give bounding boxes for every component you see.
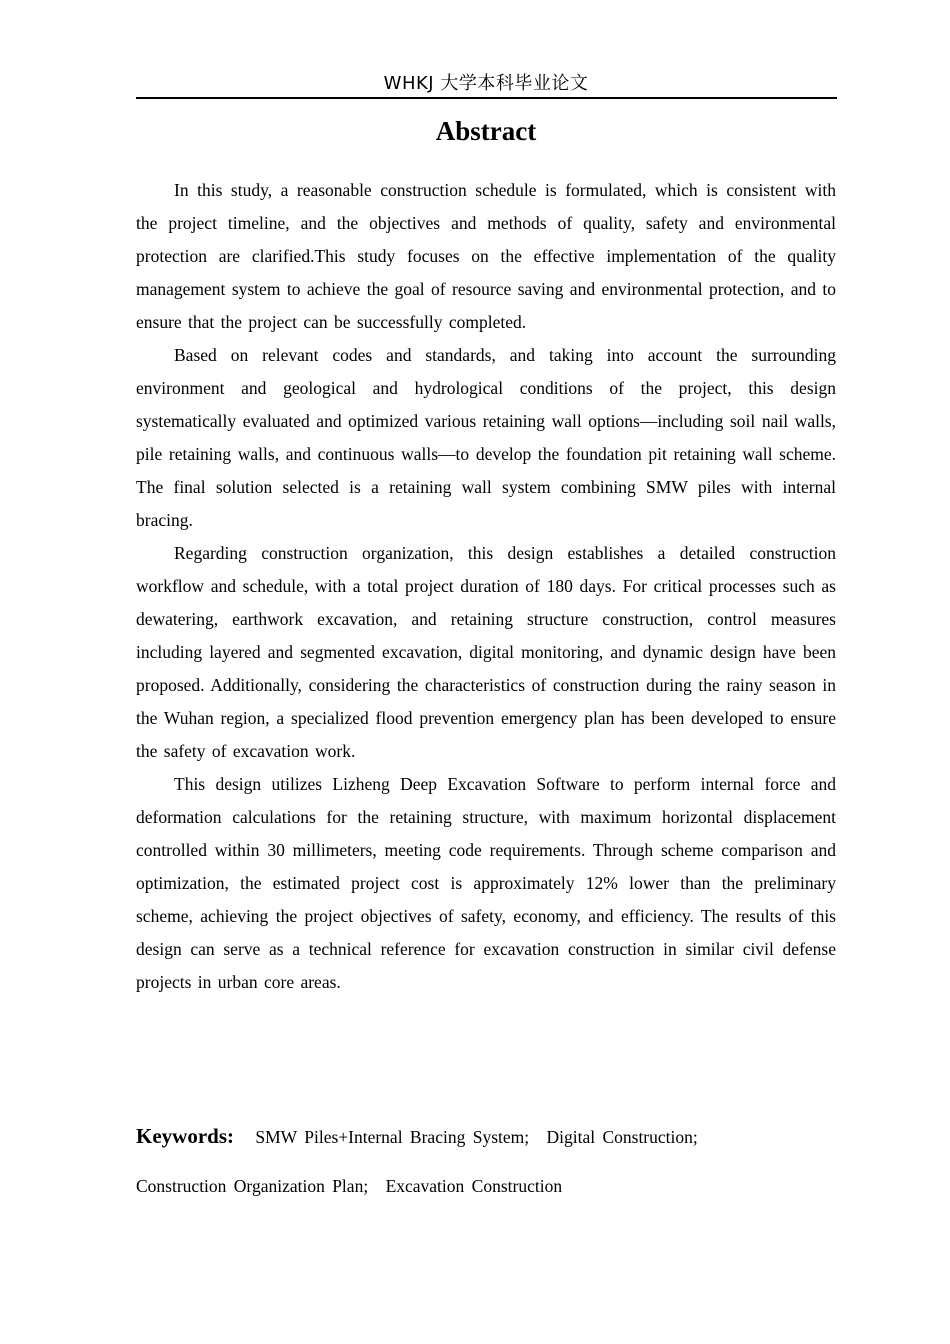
- keyword-item: Construction Organization Plan;: [136, 1176, 369, 1196]
- abstract-title: Abstract: [435, 116, 537, 146]
- keyword-item: SMW Piles+Internal Bracing System;: [255, 1127, 530, 1147]
- keywords-section: [136, 1112, 836, 1211]
- header-rule: [136, 97, 837, 99]
- keyword-item: Digital Construction;: [546, 1127, 698, 1147]
- keyword-item: Excavation Construction: [385, 1176, 563, 1196]
- running-header: WHKJ 大学本科毕业论文: [383, 73, 589, 94]
- abstract-paragraph: Regarding construction organization, this design establishes a detailed construction workflow and schedule, with a total project duration of 180 days. For critical processes such as dewatering, earthwork excavation, and retaining structure construction, control measures including layered and segmented excavation, digital monitoring, and dynamic design have been proposed. Additionally, considering the characteristics of construction during the rainy season in the Wuhan region, a specialized flood prevention emergency plan has been developed to ensure the safety of excavation work.: [136, 543, 836, 761]
- abstract-body: [136, 174, 836, 999]
- abstract-paragraph: Based on relevant codes and standards, and taking into account the surrounding environment and geological and hydrological conditions of the project, this design systematically evaluated and optimized various retaining wall options—including soil nail walls, pile retaining walls, and continuous walls—to develop the foundation pit retaining wall scheme. The final solution selected is a retaining wall system combining SMW piles with internal bracing.: [136, 345, 836, 530]
- keywords-label: Keywords:: [136, 1124, 234, 1148]
- abstract-paragraph: In this study, a reasonable construction schedule is formulated, which is consistent with the project timeline, and the objectives and methods of quality, safety and environmental protection are clarified.This study focuses on the effective implementation of the quality management system to achieve the goal of resource saving and environmental protection, and to ensure that the project can be successfully completed.: [136, 180, 836, 332]
- abstract-paragraph: This design utilizes Lizheng Deep Excavation Software to perform internal force and deformation calculations for the retaining structure, with maximum horizontal displacement controlled within 30 millimeters, meeting code requirements. Through scheme comparison and optimization, the estimated project cost is approximately 12% lower than the preliminary scheme, achieving the project objectives of safety, economy, and efficiency. The results of this design can serve as a technical reference for excavation construction in similar civil defense projects in urban core areas.: [136, 774, 836, 992]
